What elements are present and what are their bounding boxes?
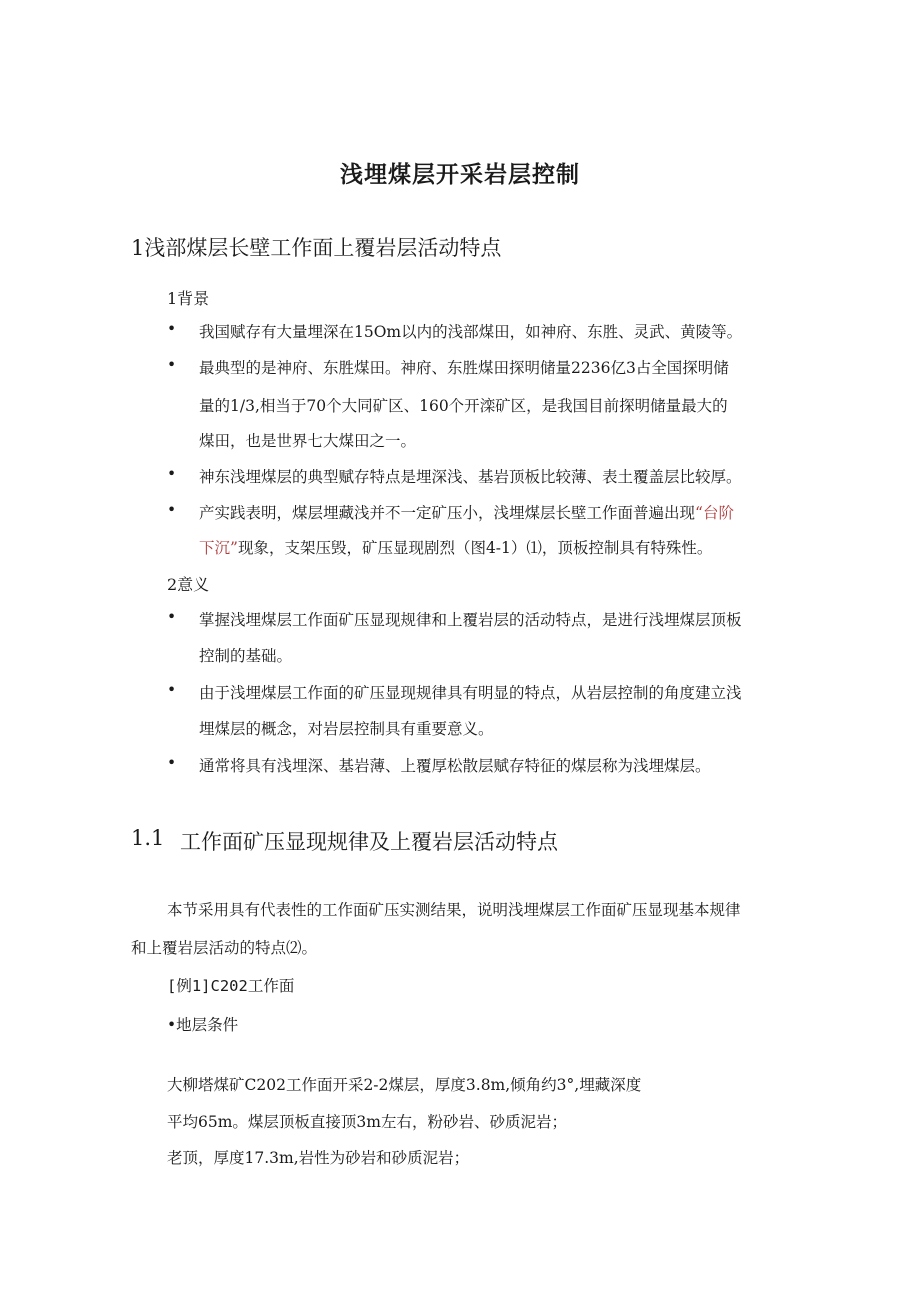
background-item-2-line-3: 煤田，也是世界七大煤田之一。	[199, 432, 417, 450]
intro-line-1: 本节采用具有代表性的工作面矿压实测结果，说明浅埋煤层工作面矿压显现基本规律	[167, 901, 741, 919]
meaning-item-2-line-1: 由于浅埋煤层工作面的矿压显现规律具有明显的特点，从岩层控制的角度建立浅	[199, 684, 742, 702]
section-1-heading: 1浅部煤层长壁工作面上覆岩层活动特点	[131, 236, 502, 260]
bullet-symbol: •	[167, 608, 177, 626]
background-item-3: 神东浅埋煤层的典型赋存特点是埋深浅、基岩顶板比较薄、表土覆盖层比较厚。	[199, 468, 742, 486]
meaning-label: 2意义	[167, 575, 210, 594]
detail-line-2: 平均65m。煤层顶板直接顶3m左右，粉砂岩、砂质泥岩；	[167, 1113, 567, 1131]
item-4-text: 产实践表明，煤层埋藏浅并不一定矿压小，浅埋煤层长壁工作面普遍出现	[199, 504, 696, 522]
background-label: 1背景	[167, 289, 210, 308]
highlight-term: 下沉”	[199, 539, 238, 557]
background-item-2-line-1: 最典型的是神府、东胜煤田。神府、东胜煤田探明储量2236亿3占全国探明储	[199, 359, 729, 377]
background-item-2-line-2: 量的1/3,相当于70个大同矿区、160个开滦矿区，是我国目前探明储量最大的	[199, 397, 728, 415]
intro-line-2: 和上覆岩层活动的特点⑵。	[131, 939, 318, 957]
bullet-symbol: •	[167, 754, 177, 772]
item-4-text: 现象，支架压毁，矿压显现剧烈（图4-1）⑴，顶板控制具有特殊性。	[237, 539, 713, 557]
example-label: [例1]C202工作面	[167, 977, 295, 995]
meaning-item-3: 通常将具有浅埋深、基岩薄、上覆厚松散层赋存特征的煤层称为浅埋煤层。	[199, 757, 711, 775]
page-title: 浅埋煤层开采岩层控制	[340, 162, 580, 188]
bullet-symbol: •	[167, 681, 177, 699]
background-item-4-line-1	[199, 501, 734, 523]
bullet-symbol: •	[167, 465, 177, 483]
detail-line-3: 老顶，厚度17.3m,岩性为砂岩和砂质泥岩；	[167, 1149, 470, 1167]
section-1-1-number: 1.1	[131, 826, 165, 850]
meaning-item-1-line-1: 掌握浅埋煤层工作面矿压显现规律和上覆岩层的活动特点，是进行浅埋煤层顶板	[199, 611, 742, 629]
detail-line-1: 大柳塔煤矿C202工作面开采2-2煤层，厚度3.8m,倾角约3°,埋藏深度	[167, 1076, 642, 1094]
strata-label: •地层条件	[167, 1016, 239, 1034]
bullet-symbol: •	[167, 501, 177, 519]
section-1-1-heading: 工作面矿压显现规律及上覆岩层活动特点	[180, 830, 558, 854]
highlight-term: “台阶	[695, 504, 734, 522]
bullet-symbol: •	[167, 320, 177, 338]
background-item-1: 我国赋存有大量埋深在15Om以内的浅部煤田，如神府、东胜、灵武、黄陵等。	[199, 323, 743, 341]
background-item-4-line-2	[199, 536, 712, 558]
meaning-item-1-line-2: 控制的基础。	[199, 647, 293, 665]
meaning-item-2-line-2: 埋煤层的概念，对岩层控制具有重要意义。	[199, 720, 494, 738]
bullet-symbol: •	[167, 356, 177, 374]
